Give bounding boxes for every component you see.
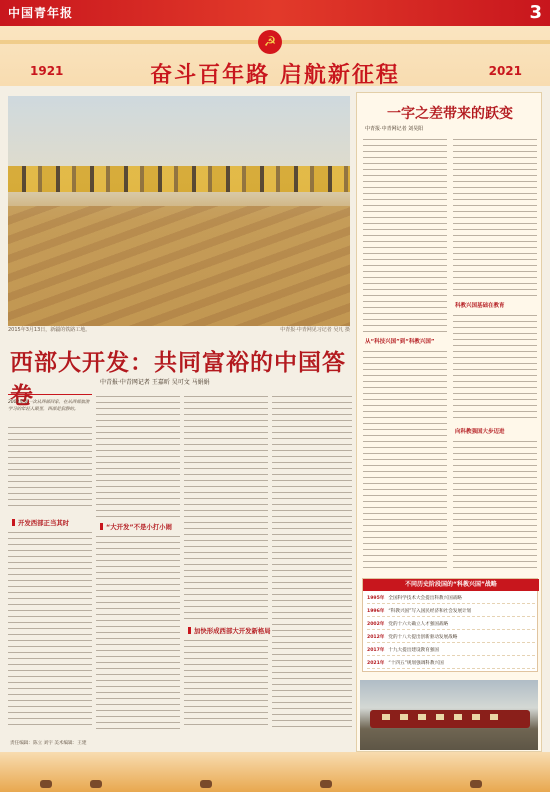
table-row: 2017年 十九大提出建设教育强国 <box>367 645 535 656</box>
train-window <box>418 714 426 720</box>
lead-photo <box>8 96 350 326</box>
deer-silhouette <box>470 780 482 788</box>
left-subhead-2: “大开发”不是小打小闹 <box>100 522 172 531</box>
year-right: 2021 <box>488 64 522 78</box>
year-left: 1921 <box>30 64 64 78</box>
newspaper-name: 中国青年报 <box>8 6 74 20</box>
left-body-col-1 <box>8 530 92 730</box>
right-body-col-2a <box>453 137 537 297</box>
train-window <box>472 714 480 720</box>
deer-silhouette <box>320 780 332 788</box>
table-row: 1995年 全国科学技术大会提出科教兴国战略 <box>367 593 535 604</box>
left-article-intro <box>8 394 92 514</box>
train-body <box>370 710 530 728</box>
intro-text: 2003年第一次从西部回家，在从西部旅游学习的年轻人眼里，西部是寂静的。 <box>8 400 90 412</box>
train-window <box>490 714 498 720</box>
train-window <box>454 714 462 720</box>
photo-credit: 中青报·中青网见习记者 吴凡 摄 <box>280 327 350 333</box>
right-body-col-2c <box>453 439 537 573</box>
page-slogan: 奋斗百年路 启航新征程 <box>150 62 400 86</box>
left-article-headline: 西部大开发：共同富裕的中国答卷 <box>10 349 346 409</box>
deer-silhouette <box>40 780 52 788</box>
construction-machines <box>8 166 350 192</box>
deer-silhouette <box>200 780 212 788</box>
right-subhead-2: 科教兴国基础在教育 <box>455 303 505 309</box>
left-article-byline: 中青报·中青网记者 王嘉昕 吴可文 马娟娟 <box>100 379 210 386</box>
left-body-col-2b <box>96 534 180 730</box>
right-body-col-1b <box>363 349 447 573</box>
strategy-table <box>362 578 538 672</box>
right-body-col-1a <box>363 137 447 333</box>
editor-credits: 责任编辑：陈立 刘宇 美术编辑：王建 <box>10 741 87 746</box>
table-row: 2012年 党的十八大提出创新驱动发展战略 <box>367 632 535 643</box>
photo-caption-text: 2015年3月13日，新疆的铁路工地。 <box>8 327 91 333</box>
left-subhead-3: 加快形成西部大开发新格局 <box>188 626 271 635</box>
right-article-title: 一字之差带来的跃变 <box>387 106 513 122</box>
left-body-col-2a <box>96 394 180 518</box>
footer-band <box>0 752 550 792</box>
left-body-col-3a <box>184 394 268 622</box>
photo-caption <box>8 326 350 336</box>
left-body-col-4 <box>272 394 352 730</box>
left-body-col-3b <box>184 638 268 730</box>
right-article-byline: 中青报·中青网记者 刘昊阳 <box>365 126 424 132</box>
train-window <box>382 714 390 720</box>
train-window <box>436 714 444 720</box>
table-title: 不同历史阶段国的“科教兴国”战略 <box>363 579 539 591</box>
left-subhead-1: 开发西部正当其时 <box>12 518 69 527</box>
train-window <box>400 714 408 720</box>
table-row: 2002年 党的十六大确立人才强国战略 <box>367 619 535 630</box>
deer-silhouette <box>90 780 102 788</box>
right-subhead-3: 向科教强国大步迈进 <box>455 429 505 435</box>
right-body-col-2b <box>453 313 537 423</box>
table-row: 1996年 “科教兴国”写入国民经济和社会发展计划 <box>367 606 535 617</box>
table-row: 2021年 “十四五”规划强调科教兴国 <box>367 658 535 669</box>
masthead <box>0 0 550 86</box>
sand-dunes <box>8 206 350 326</box>
masthead-red-band <box>0 0 550 26</box>
party-emblem-icon: ☭ <box>258 30 282 54</box>
right-subhead-1: 从“科技兴国”到“科教兴国” <box>365 339 435 345</box>
intro-body <box>8 425 92 511</box>
page-number: 3 <box>529 2 542 23</box>
